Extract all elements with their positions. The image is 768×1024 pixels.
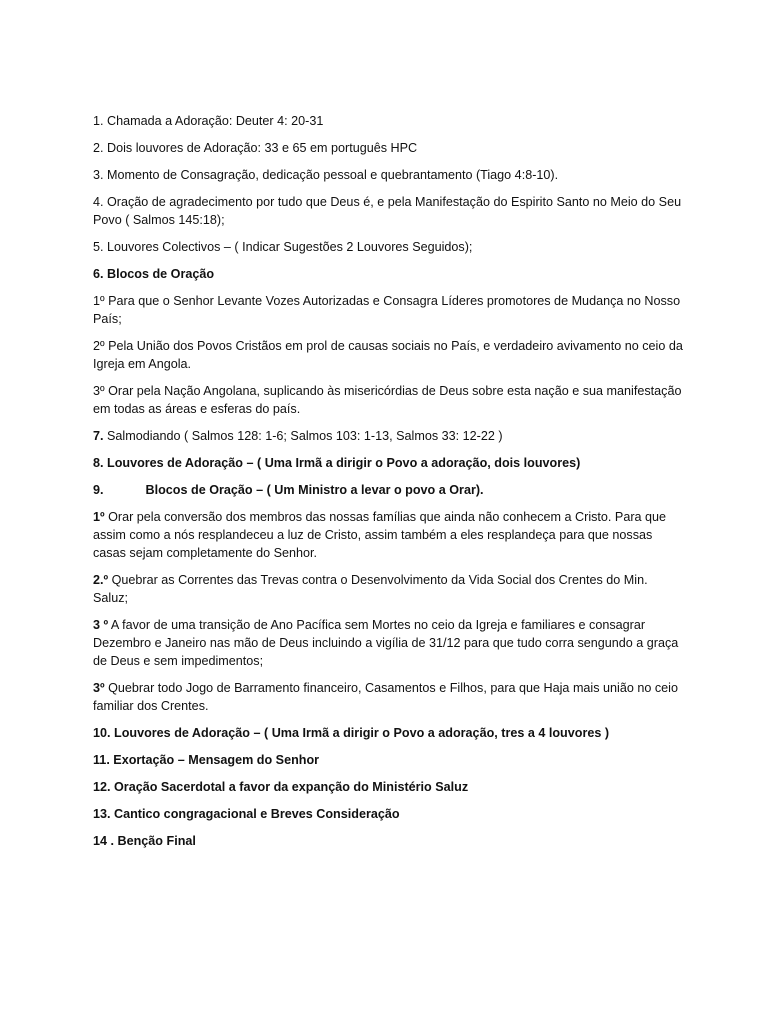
list-item-9 [93, 481, 683, 499]
item-text: 13. Cantico congragacional e Breves Consideração [93, 807, 400, 821]
section-heading-blocos [93, 265, 683, 283]
list-item-2 [93, 139, 683, 157]
item-text: 1. Chamada a Adoração: Deuter 4: 20-31 [93, 114, 324, 128]
item-text: 11. Exortação – Mensagem do Senhor [93, 753, 320, 767]
prayer-item [93, 571, 683, 607]
item-text: 3. Momento de Consagração, dedicação pessoal e quebrantamento (Tiago 4:8-10). [93, 168, 559, 182]
item-text: Salmodiando ( Salmos 128: 1-6; Salmos 103: 1-13, Salmos 33: 12-22 ) [103, 429, 503, 443]
list-item-5 [93, 238, 683, 256]
item-text: 5. Louvores Colectivos – ( Indicar Sugestões 2 Louvores Seguidos); [93, 240, 473, 254]
item-text: Quebrar as Correntes das Trevas contra o Desenvolvimento da Vida Social dos Crentes do Min. Saluz; [93, 573, 648, 605]
list-item-4 [93, 193, 683, 229]
item-number: 3 º [93, 618, 109, 632]
item-number: 9. [93, 483, 104, 497]
item-text: 12. Oração Sacerdotal a favor da expanção do Ministério Saluz [93, 780, 469, 794]
item-text: 2. Dois louvores de Adoração: 33 e 65 em português HPC [93, 141, 418, 155]
item-text: Orar pela conversão dos membros das nossas famílias que ainda não conhecem a Cristo. Para que assim como a nós resplandeceu a luz de Cristo, assim também a eles resplandeça para que nossas casas sejam completamente do Senhor. [93, 510, 667, 560]
prayer-item [93, 508, 683, 562]
item-number: 7. [93, 429, 104, 443]
item-number: 1º [93, 510, 105, 524]
list-item-10 [93, 724, 683, 742]
item-text: 6. Blocos de Oração [93, 267, 215, 281]
item-text: 2º Pela União dos Povos Cristãos em prol de causas sociais no País, e verdadeiro avivamento no ceio da Igreja em Angola. [93, 339, 683, 371]
item-text: 4. Oração de agradecimento por tudo que Deus é, e pela Manifestação do Espirito Santo no Meio do Seu Povo ( Salmos 145:18); [93, 195, 682, 227]
item-text: 10. Louvores de Adoração – ( Uma Irmã a dirigir o Povo a adoração, tres a 4 louvores ) [93, 726, 610, 740]
list-item-14 [93, 832, 683, 850]
list-item-1 [93, 112, 683, 130]
prayer-item [93, 382, 683, 418]
list-item-12 [93, 778, 683, 796]
item-text: Blocos de Oração – ( Um Ministro a levar o povo a Orar). [145, 483, 484, 497]
item-text: 3º Orar pela Nação Angolana, suplicando às misericórdias de Deus sobre esta nação e sua manifestação em todas as áreas e esferas do país. [93, 384, 682, 416]
list-item-11 [93, 751, 683, 769]
item-text: A favor de uma transição de Ano Pacífica sem Mortes no ceio da Igreja e familiares e consagrar Dezembro e Janeiro nas mão de Deus incluindo a vigília de 31/12 para que tudo corra sengundo a graça de Deus e sem impedimentos; [93, 618, 679, 668]
item-number: 2.º [93, 573, 109, 587]
prayer-item [93, 337, 683, 373]
item-text: 1º Para que o Senhor Levante Vozes Autorizadas e Consagra Líderes promotores de Mudança no Nosso País; [93, 294, 681, 326]
list-item-13 [93, 805, 683, 823]
prayer-item [93, 679, 683, 715]
item-text: 8. Louvores de Adoração – ( Uma Irmã a dirigir o Povo a adoração, dois louvores) [93, 456, 581, 470]
item-number: 3º [93, 681, 105, 695]
list-item-8 [93, 454, 683, 472]
prayer-item [93, 616, 683, 670]
list-item-3 [93, 166, 683, 184]
document-body [93, 112, 683, 859]
list-item-7 [93, 427, 683, 445]
prayer-item [93, 292, 683, 328]
item-text: Quebrar todo Jogo de Barramento financeiro, Casamentos e Filhos, para que Haja mais união no ceio familiar dos Crentes. [93, 681, 678, 713]
item-text: 14 . Benção Final [93, 834, 196, 848]
